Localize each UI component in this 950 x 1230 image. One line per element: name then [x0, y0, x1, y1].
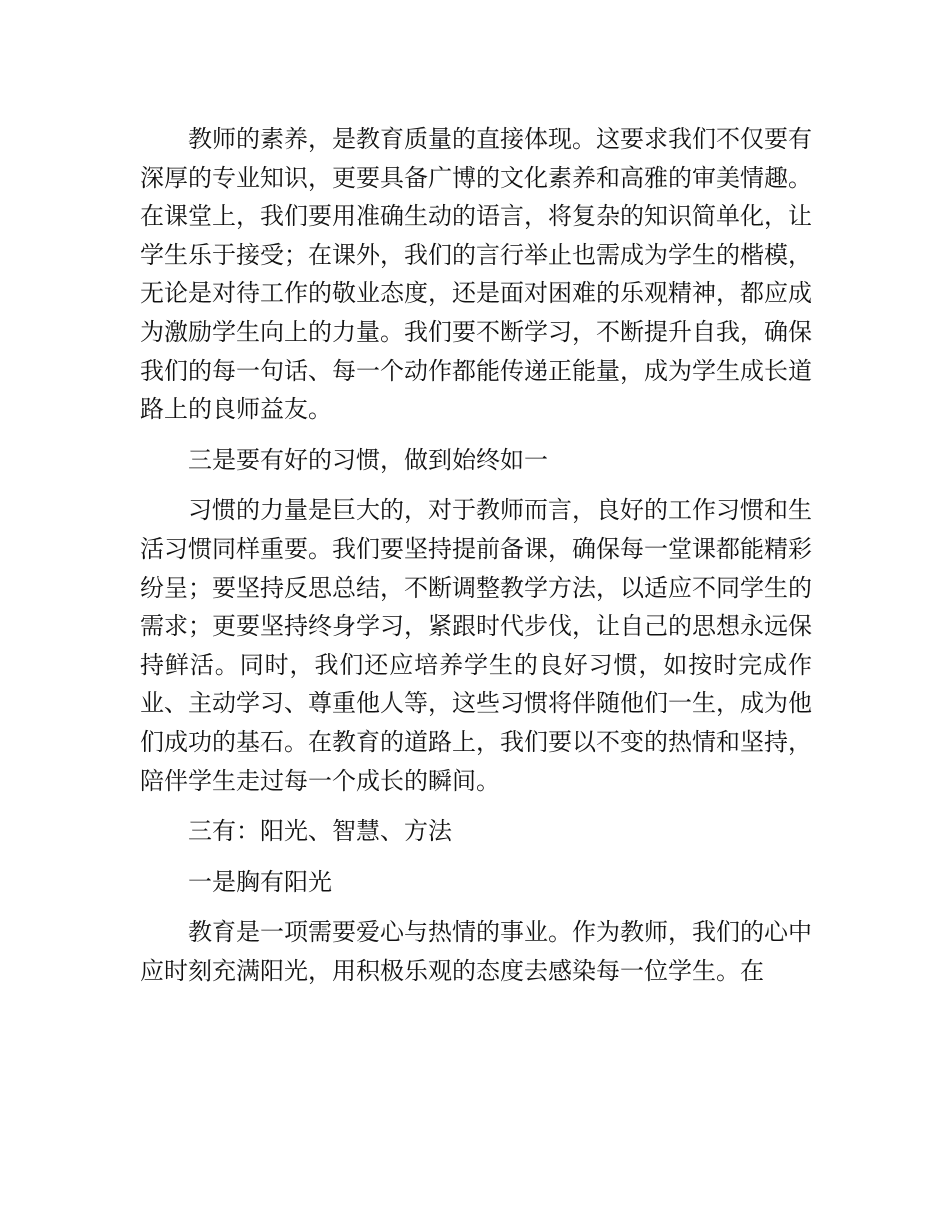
- paragraph-education-passion: 教育是一项需要爱心与热情的事业。作为教师，我们的心中应时刻充满阳光，用积极乐观的态度去感染每一位学生。在: [140, 918, 812, 985]
- subheading-sunshine: 一是胸有阳光: [188, 867, 332, 896]
- section-heading-three-haves: 三有：阳光、智慧、方法: [188, 817, 452, 846]
- document-body: [140, 120, 812, 1002]
- paragraph-teacher-quality: 教师的素养，是教育质量的直接体现。这要求我们不仅要有深厚的专业知识，更要具备广博的文化素养和高雅的审美情趣。在课堂上，我们要用准确生动的语言，将复杂的知识简单化，让学生乐于接受；在课外，我们的言行举止也需成为学生的楷模，无论是对待工作的敬业态度，还是面对困难的乐观精神，都应成为激励学生向上的力量。我们要不断学习，不断提升自我，确保我们的每一句话、每一个动作都能传递正能量，成为学生成长道路上的良师益友。: [140, 125, 812, 424]
- paragraph-power-of-habits: 习惯的力量是巨大的，对于教师而言，良好的工作习惯和生活习惯同样重要。我们要坚持提前备课，确保每一堂课都能精彩纷呈；要坚持反思总结，不断调整教学方法，以适应不同学生的需求；更要坚持终身学习，紧跟时代步伐，让自己的思想永远保持鲜活。同时，我们还应培养学生的良好习惯，如按时完成作业、主动学习、尊重他人等，这些习惯将伴随他们一生，成为他们成功的基石。在教育的道路上，我们要以不变的热情和坚持，陪伴学生走过每一个成长的瞬间。: [140, 496, 812, 795]
- section-heading-good-habits: 三是要有好的习惯，做到始终如一: [188, 445, 548, 474]
